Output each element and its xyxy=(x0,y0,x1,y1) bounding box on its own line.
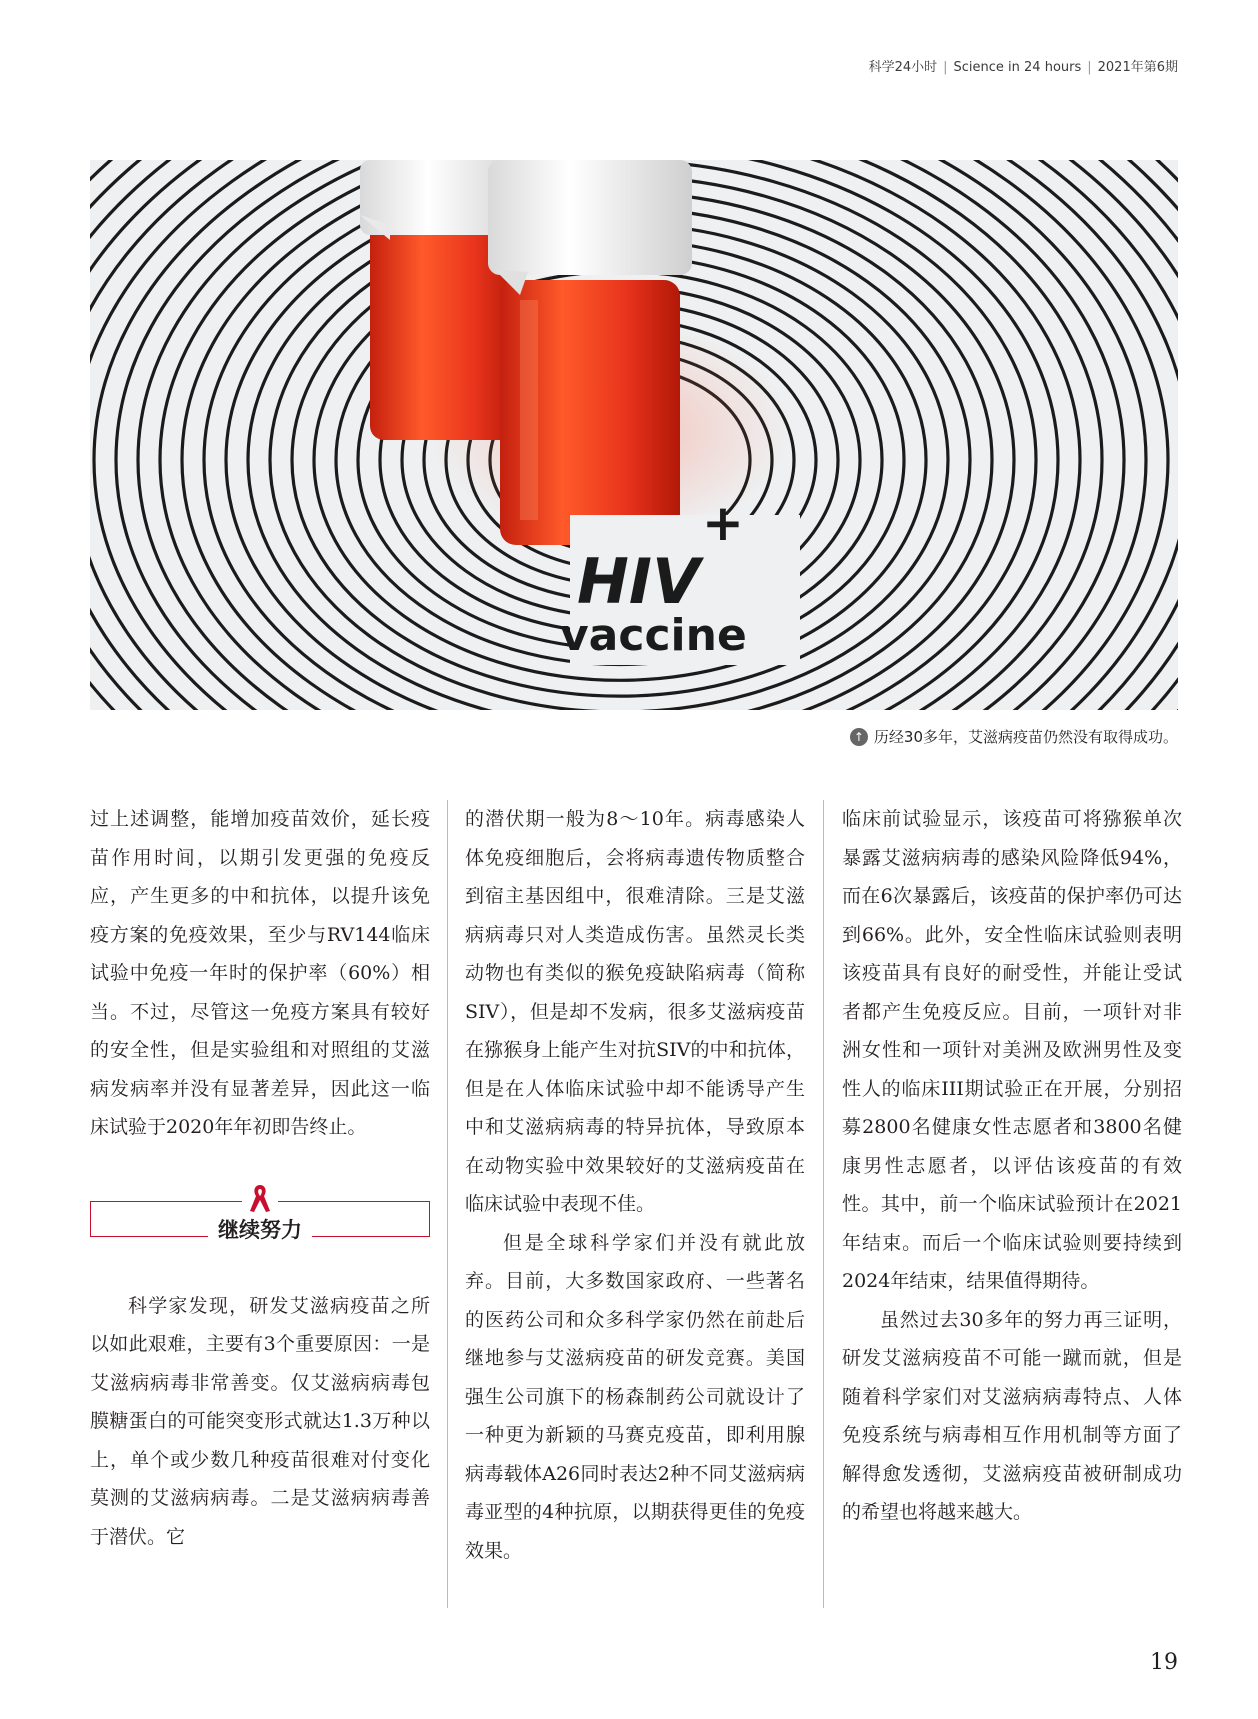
magazine-name: 科学24小时 xyxy=(868,60,938,75)
paragraph: 但是全球科学家们并没有就此放弃。目前，大多数国家政府、一些著名的医药公司和众多科学家仍然在前赴后继地参与艾滋病疫苗的研发竞赛。美国强生公司旗下的杨森制药公司就设计了一种更为新颖的马赛克疫苗，即利用腺病毒载体A26同时表达2种不同艾滋病病毒亚型的4种抗原，以期获得更佳的免疫效果。 xyxy=(465,1231,805,1562)
paragraph: 科学家发现，研发艾滋病疫苗之所以如此艰难，主要有3个重要原因：一是艾滋病病毒非常善变。仅艾滋病病毒包膜糖蛋白的可能突变形式就达1.3万种以上，单个或少数几种疫苗很难对付变化莫测的艾滋病病毒。二是艾滋病病毒善于潜伏。它 xyxy=(90,1294,430,1548)
column-divider xyxy=(447,800,448,1608)
running-header: 科学24小时 | Science in 24 hours | 2021年第6期 xyxy=(868,60,1178,75)
article-column-3 xyxy=(842,800,1182,1532)
image-caption xyxy=(850,726,1178,747)
page-number: 19 xyxy=(1150,1650,1178,1675)
plus-text: + xyxy=(702,494,744,552)
magazine-english-name: Science in 24 hours xyxy=(953,60,1082,75)
paragraph: 的潜伏期一般为8～10年。病毒感染人体免疫细胞后，会将病毒遗传物质整合到宿主基因组中，很难清除。三是艾滋病病毒只对人类造成伤害。虽然灵长类动物也有类似的猴免疫缺陷病毒（简称SIV），但是却不发病，很多艾滋病疫苗在猕猴身上能产生对抗SIV的中和抗体，但是在人体临床试验中却不能诱导产生中和艾滋病病毒的特异抗体，导致原本在动物实验中效果较好的艾滋病疫苗在临床试验中表现不佳。 xyxy=(465,808,805,1215)
hiv-text: HIV xyxy=(577,545,700,618)
section-heading xyxy=(90,1187,430,1247)
paragraph: 临床前试验显示，该疫苗可将猕猴单次暴露艾滋病病毒的感染风险降低94%，而在6次暴露后，该疫苗的保护率仍可达到66%。此外，安全性临床试验则表明该疫苗具有良好的耐受性，并能让受试者都产生免疫反应。目前，一项针对非洲女性和一项针对美洲及欧洲男性及变性人的临床III期试验正在开展，分别招募2800名健康女性志愿者和3800名健康男性志愿者，以评估该疫苗的有效性。其中，前一个临床试验预计在2021年结束。而后一个临床试验则要持续到2024年结束，结果值得期待。 xyxy=(842,808,1182,1292)
paragraph: 虽然过去30多年的努力再三证明，研发艾滋病疫苗不可能一蹴而就，但是随着科学家们对艾滋病病毒特点、人体免疫系统与病毒相互作用机制等方面了解得愈发透彻，艾滋病疫苗被研制成功的希望也将越来越大。 xyxy=(842,1308,1182,1523)
paragraph: 过上述调整，能增加疫苗效价，延长疫苗作用时间，以期引发更强的免疫反应，产生更多的中和抗体，以提升该免疫方案的免疫效果，至少与RV144临床试验中免疫一年时的保护率（60%）相当。不过，尽管这一免疫方案具有较好的安全性，但是实验组和对照组的艾滋病发病率并没有显著差异，因此这一临床试验于2020年年初即告终止。 xyxy=(90,808,430,1138)
hero-image xyxy=(90,160,1178,710)
vaccine-text: vaccine xyxy=(560,610,747,661)
article-column-1 xyxy=(90,800,430,1556)
up-arrow-icon: ↑ xyxy=(850,728,868,746)
column-divider xyxy=(823,800,824,1608)
issue-number: 2021年第6期 xyxy=(1097,60,1178,75)
hiv-vaccine-illustration xyxy=(90,160,1178,710)
vial-front-icon xyxy=(488,160,692,545)
article-column-2 xyxy=(465,800,805,1570)
caption-text: 历经30多年，艾滋病疫苗仍然没有取得成功。 xyxy=(873,728,1178,746)
section-title: 继续努力 xyxy=(208,1215,312,1245)
